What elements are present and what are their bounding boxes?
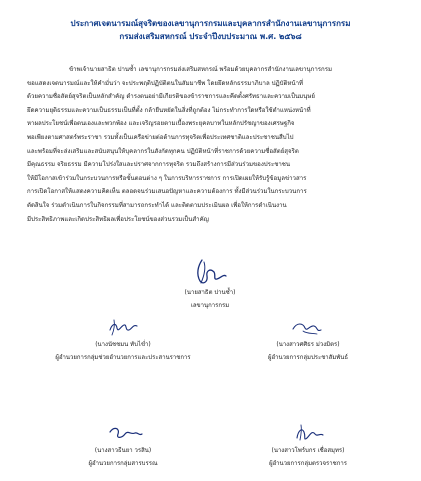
handwritten-signature [283, 422, 333, 444]
signatory-position: ผู้อำนวยการกลุ่มช่วยอำนวยการและประสานราชการ [55, 354, 191, 361]
signatory-position: เลขานุการกรม [190, 302, 230, 309]
signatory-position: ผู้อำนวยการกลุ่มสารบรรณ [88, 460, 158, 467]
paragraph-line: ขอแสดงเจตนารมณ์และให้คำมั่นว่า จะประพฤติปฏิบัติตนในสัมมาชีพ โดยยึดหลักธรรมาภิบาล ปฏิบัติหน้าที่ [27, 79, 304, 87]
paragraph-line: หาผลประโยชน์เพื่อตนเองและพวกพ้อง และเจริญรอยตามเบื้องพระยุคลบาทในหลักปรัชญาของเศรษฐกิจ [27, 120, 295, 128]
signatory-name: (นางสาวธีนยา วรสิน) [94, 447, 152, 454]
handwritten-signature [98, 316, 148, 338]
handwritten-signature [98, 422, 148, 444]
signatory-name: (นางสาวโพร์บกร เชื่อสมุทร) [271, 447, 345, 454]
paragraph-line: การเปิดโอกาสให้แสดงความคิดเห็น ตลอดจนร่วมเสนอปัญหาและความต้องการ ทั้งมีส่วนร่วมในกระบวนการ [27, 188, 307, 196]
paragraph-line: ตัดสินใจ ร่วมดำเนินการในกิจกรรมที่สามารถกระทำได้ และติดตามประเมินผล เพื่อให้การดำเนินงาน [27, 201, 287, 209]
handwritten-signature [283, 316, 333, 338]
paragraph-line: พอเพียงตามศาสตร์พระราชา รวมทั้งเป็นเครือข่ายต่อต้านการทุจริตเพื่อประเทศชาติและประชาชนสืบไป [27, 133, 294, 141]
signatory-name: (นางสาวศศิธร ม่วงมิตร) [276, 341, 340, 348]
signature-block-b [233, 316, 383, 364]
signatory-name: (นางนัชชมน ทับไข่ำ) [95, 341, 151, 348]
signature-block-d [233, 422, 383, 470]
document-title-line-1: ประกาศเจตนารมณ์สุจริตของเลขานุการกรมและบุคลากรสำนักงานเลขานุการกรม [70, 19, 351, 28]
paragraph-line: ให้มีโอกาสเข้าร่วมในกระบวนการหรือขั้นตอนต่าง ๆ ในการบริหารราชการ การเปิดเผยให้รับรู้ข้อมูลข่าวสาร [27, 174, 307, 182]
document-title-line-2: กรมส่งเสริมสหกรณ์ ประจำปีงบประมาณ พ.ศ. ๒๕๖๘ [119, 32, 302, 41]
declaration-body [27, 63, 397, 226]
signatory-position: ผู้อำนวยการกลุ่มประชาสัมพันธ์ [268, 354, 348, 361]
paragraph-line: ข้าพเจ้านายสาธิต ปานซ้ำ เลขานุการกรมส่งเสริมสหกรณ์ พร้อมด้วยบุคลากรสำนักงานเลขานุการกรม [69, 66, 333, 73]
signatory-position: ผู้อำนวยการกลุ่มตรวจราชการ [269, 460, 347, 467]
signatory-name: (นายสาธิต ปานซ้ำ) [184, 289, 236, 296]
handwritten-signature [180, 256, 240, 286]
signature-block-a [48, 316, 198, 364]
paragraph-line: มีประสิทธิภาพและเกิดประสิทธิผลเพื่อประโยชน์ของส่วนรวมเป็นสำคัญ [27, 215, 209, 223]
paragraph-line: ยึดความยุติธรรมและความเป็นธรรมเป็นที่ตั้ง กล้ายืนหยัดในสิ่งที่ถูกต้อง ไม่กระทำการใดหรือใช้ตำแหน่งหน้าที่ [27, 106, 311, 114]
paragraph-line: และพร้อมที่จะส่งเสริมและสนับสนุนให้บุคลากรในสังกัดทุกคน ปฏิบัติหน้าที่ราชการด้วยความซื่อสัตย์สุจริต [27, 147, 299, 155]
paragraph-line: ด้วยความซื่อสัตย์สุจริตเป็นหลักสำคัญ ดำรงตนอย่ามีเกียรติของข้าราชการและคีดตั้งศรัทธาและความเป็นมนุษย์ [27, 93, 315, 101]
signature-block-c [48, 422, 198, 470]
signature-block-main [155, 256, 265, 312]
paragraph-line: มีคุณธรรม จริยธรรม มีความโปร่งใสและปราศจากการทุจริต รวมถึงสร้างการมีส่วนร่วมของประชาชน [27, 161, 291, 169]
